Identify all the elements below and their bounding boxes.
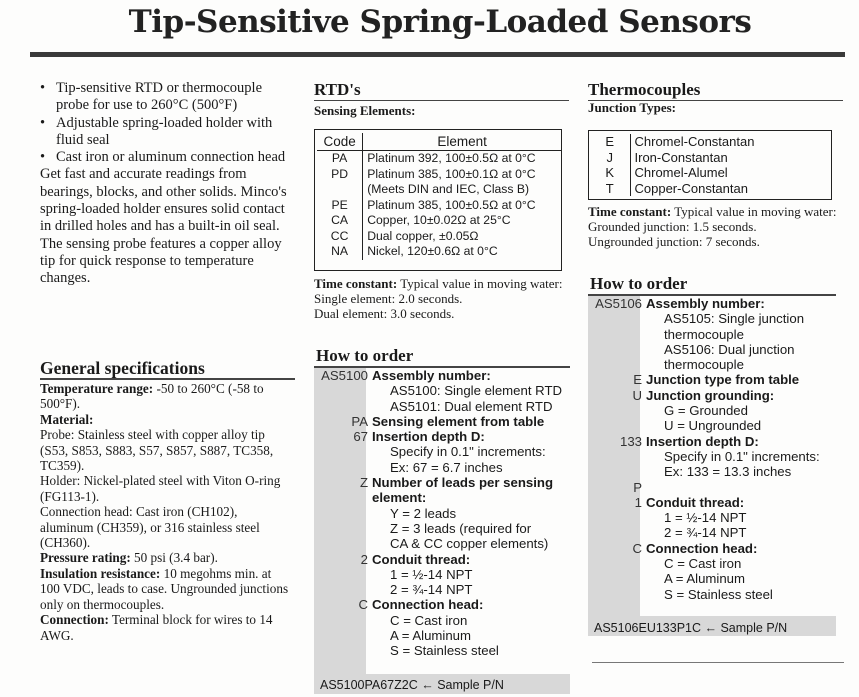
junction-description: Copper-Constantan (634, 180, 748, 196)
order-code: P (633, 479, 642, 495)
rtd-element-table (317, 133, 561, 260)
order-text: A = Aluminum (664, 571, 745, 587)
spec-label: Connection: (40, 612, 109, 628)
order-text: 2 = ¾-14 NPT (664, 525, 747, 541)
order-text: A = Aluminum (390, 628, 471, 644)
table-row (317, 244, 561, 260)
table-row (317, 198, 561, 214)
junction-code: T (590, 181, 630, 197)
rtd-order-heading: How to order (316, 346, 414, 365)
time-line: Ungrounded junction: 7 seconds. (588, 234, 760, 249)
order-line (372, 628, 567, 643)
time-line: Grounded junction: 1.5 seconds. (588, 219, 757, 234)
table-row (317, 151, 561, 167)
order-text: C = Cast iron (664, 556, 742, 572)
time-label: Time constant: (314, 276, 398, 291)
order-text: U = Ungrounded (664, 418, 762, 434)
order-line (646, 464, 834, 479)
table-row (590, 181, 830, 197)
junction-code: K (590, 165, 630, 181)
order-line (372, 490, 567, 505)
element-description: Dual copper, ±0.05Ω (367, 228, 479, 243)
order-text: Ex: 67 = 6.7 inches (390, 459, 503, 475)
table-row (317, 167, 561, 183)
order-text: Specify in 0.1" increments: (390, 444, 546, 460)
order-code: C (632, 540, 642, 556)
tc-order-list (595, 296, 834, 602)
table-row (590, 134, 830, 150)
order-text: Z = 3 leads (required for (390, 520, 532, 536)
feature-list (40, 80, 290, 166)
spec-label: Temperature range: (40, 381, 154, 396)
order-line (358, 597, 567, 613)
junction-description: Iron-Constantan (634, 149, 728, 165)
spec-value: Terminal block for wires to 14 AWG. (40, 612, 273, 643)
order-line (372, 613, 567, 628)
order-line (353, 429, 567, 445)
table-row (590, 165, 830, 181)
order-text: 1 = ½-14 NPT (390, 566, 473, 582)
spec-value: 10 megohms min. at 100 VDC, leads to case. Ungrounded junctions only on thermocouples. (40, 565, 289, 612)
order-text: Conduit thread: (646, 494, 745, 510)
element-code: CC (317, 229, 363, 245)
order-line (359, 475, 567, 491)
order-text: Junction type from table (646, 372, 800, 388)
order-text: thermocouple (664, 357, 744, 373)
spec-label: Pressure rating: (40, 550, 131, 566)
table-row (317, 213, 561, 229)
element-code: PD (317, 167, 363, 183)
order-text: S = Stainless steel (390, 643, 499, 659)
rtd-time-constant (314, 276, 564, 321)
element-description: Copper, 10±0.02Ω at 25°C (367, 213, 511, 227)
junction-description: Chromel-Constantan (634, 134, 755, 149)
order-text: Insertion depth D: (646, 433, 759, 449)
element-description: (Meets DIN and IEC, Class B) (367, 182, 530, 196)
order-code: AS5106 (595, 296, 642, 311)
intro-paragraph: Get fast and accurate readings from bearings, blocks, and other solids. Minco's spring-loaded holder ensures solid contact in drilled holes and has a built-in oil seal. The sensing probe features a copper alloy tip for quick response to temperature changes. (40, 166, 287, 287)
element-code: NA (317, 244, 363, 260)
spec-value: Connection head: Cast iron (CH102), aluminum (CH359), or 316 stainless steel (CH360). (40, 504, 260, 551)
rtd-subheading: Sensing Elements: (314, 103, 416, 118)
order-text: 2 = ¾-14 NPT (390, 582, 473, 598)
feature-item: • Adjustable spring-loaded holder with fluid seal (40, 115, 290, 150)
order-text: 1 = ½-14 NPT (664, 510, 747, 526)
order-line (646, 449, 834, 464)
order-code: C (358, 597, 368, 613)
time-label: Time constant: (588, 204, 672, 219)
order-line (372, 506, 567, 521)
spec-label: Material: (40, 411, 94, 427)
junction-description: Chromel-Alumel (634, 165, 728, 181)
order-line (646, 403, 834, 418)
order-line (372, 383, 567, 398)
order-text: element: (372, 490, 427, 506)
rtd-order-list (321, 368, 567, 659)
order-line (634, 494, 834, 510)
order-line (351, 413, 567, 429)
element-code: PE (317, 198, 363, 214)
order-code: E (633, 372, 642, 388)
order-line (633, 372, 834, 388)
order-line (372, 567, 567, 582)
order-text: Number of leads per sensing (372, 475, 554, 491)
order-line (321, 368, 567, 383)
element-description: Platinum 385, 100±0.1Ω at 0°C (367, 166, 536, 181)
general-specs-heading: General specifications (40, 358, 205, 378)
junction-code: E (590, 134, 630, 150)
table-row (317, 229, 561, 245)
order-text: AS5101: Dual element RTD (390, 398, 553, 414)
order-code: 1 (634, 494, 642, 510)
order-line (646, 556, 834, 571)
order-code: PA (351, 413, 368, 429)
page-title: Tip-Sensitive Spring-Loaded Sensors (128, 4, 752, 40)
order-line (646, 311, 834, 326)
order-line (372, 536, 567, 551)
order-text: AS5105: Single junction (664, 311, 805, 327)
table-row (590, 150, 830, 166)
time-line: Dual element: 3.0 seconds. (314, 306, 455, 321)
order-line (646, 587, 834, 602)
left-column (40, 80, 290, 288)
order-text: Junction grounding: (646, 387, 775, 403)
order-line (646, 571, 834, 586)
order-line (360, 551, 567, 567)
spec-value: Probe: Stainless steel with copper alloy tip (S53, S853, S883, S57, S857, S887, TC358, TC359). (40, 427, 274, 474)
tc-junction-table (590, 134, 830, 196)
order-text: Connection head: (646, 540, 758, 556)
order-code: U (632, 387, 642, 403)
order-text: AS5100: Single element RTD (390, 383, 563, 399)
order-line (632, 387, 834, 403)
table-header: Code (317, 133, 363, 151)
order-line (372, 460, 567, 475)
order-line (632, 540, 834, 556)
order-line (619, 433, 834, 449)
order-text: Insertion depth D: (372, 429, 485, 445)
order-line (646, 327, 834, 342)
order-text: S = Stainless steel (664, 586, 773, 602)
order-line (646, 357, 834, 372)
order-code: 67 (353, 429, 368, 445)
order-text: Conduit thread: (372, 551, 471, 567)
order-text: Ex: 133 = 13.3 inches (664, 464, 792, 480)
element-description: Platinum 385, 100±0.5Ω at 0°C (367, 197, 536, 212)
element-code: PA (317, 151, 363, 167)
order-line (372, 582, 567, 597)
order-text: G = Grounded (664, 403, 748, 419)
order-text: Specify in 0.1" increments: (664, 448, 820, 464)
junction-code: J (590, 150, 630, 166)
table-row (317, 182, 561, 198)
tc-sample-pn: AS5106EU133P1C ← Sample P/N (594, 621, 788, 635)
order-text: Assembly number: (646, 296, 765, 311)
rtd-heading: RTD's (314, 80, 361, 99)
order-text: Assembly number: (372, 368, 491, 383)
spec-value: 50 psi (3.4 bar). (130, 550, 218, 566)
order-code: 133 (619, 433, 642, 449)
order-line (646, 510, 834, 525)
order-code: Z (359, 475, 368, 491)
feature-item: • Cast iron or aluminum connection head (40, 149, 290, 166)
title-rule (30, 52, 845, 57)
tc-time-constant (588, 204, 838, 249)
rtd-rule (314, 100, 569, 101)
element-code (317, 182, 363, 198)
order-text: Y = 2 leads (390, 505, 457, 521)
order-line (646, 525, 834, 540)
order-code: 2 (360, 551, 368, 567)
rtd-sample-pn: AS5100PA67Z2C ← Sample P/N (320, 678, 504, 692)
order-line (372, 643, 567, 658)
order-text: AS5106: Dual junction (664, 341, 795, 357)
order-text: thermocouple (664, 326, 744, 342)
element-code: CA (317, 213, 363, 229)
tc-subheading: Junction Types: (588, 100, 677, 115)
order-line (646, 342, 834, 357)
order-line (633, 479, 834, 495)
spec-label: Insulation resistance: (40, 565, 161, 581)
time-text: Typical value in moving water: (397, 276, 563, 291)
order-line (372, 399, 567, 414)
bottom-rule (592, 662, 844, 663)
feature-item: • Tip-sensitive RTD or thermocouple probe for use to 260°C (500°F) (40, 80, 290, 115)
time-text: Typical value in moving water: (671, 204, 837, 219)
general-specs (40, 381, 290, 643)
order-text: Sensing element from table (372, 413, 545, 429)
tc-heading: Thermocouples (588, 80, 701, 99)
spec-value: Holder: Nickel-plated steel with Viton O-ring (FG113-1). (40, 473, 281, 504)
table-header: Element (363, 133, 561, 151)
element-description: Platinum 392, 100±0.5Ω at 0°C (367, 151, 536, 165)
order-line (372, 444, 567, 459)
order-line (646, 418, 834, 433)
spec-value: -50 to 260°C (-58 to 500°F). (40, 381, 264, 412)
order-text: Connection head: (372, 597, 484, 613)
order-text: C = Cast iron (390, 612, 468, 628)
section-rule (40, 378, 295, 380)
time-line: Single element: 2.0 seconds. (314, 291, 463, 306)
order-line (595, 296, 834, 311)
order-code: AS5100 (321, 368, 368, 383)
tc-order-heading: How to order (590, 274, 688, 293)
element-description: Nickel, 120±0.6Ω at 0°C (367, 244, 498, 258)
order-text: CA & CC copper elements) (390, 536, 549, 552)
order-line (372, 521, 567, 536)
